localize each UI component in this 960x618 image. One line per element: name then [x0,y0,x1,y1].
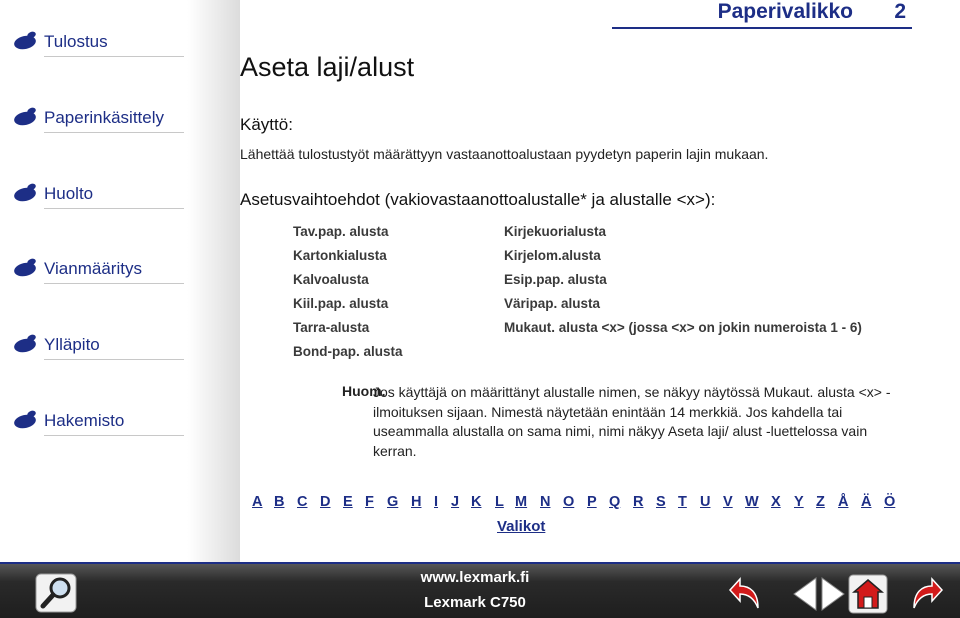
index-letter-link[interactable]: F [365,494,374,510]
sidebar-item-label: Ylläpito [44,335,100,354]
index-letter-link[interactable]: Ö [884,494,896,510]
forward-arrow-icon[interactable] [908,574,944,614]
bullet-icon [14,188,40,202]
sidebar-item-tulostus[interactable] [10,22,210,62]
sidebar [0,0,240,570]
index-letter-link[interactable]: W [745,494,759,510]
index-letter-link[interactable]: Y [794,494,804,510]
divider [44,283,184,284]
sidebar-item-yllapito[interactable] [10,325,210,365]
option-item: Mukaut. alusta <x> (jossa <x> on jokin numeroista 1 - 6) [504,320,862,335]
sidebar-item-label: Huolto [44,184,94,203]
index-letter-link[interactable]: O [563,494,575,510]
divider [44,435,184,436]
index-letter-link[interactable]: E [343,494,353,510]
option-item: Tav.pap. alusta [293,224,389,239]
option-item: Kartonkialusta [293,248,387,263]
sidebar-item-label: Paperinkäsittely [44,108,165,127]
option-item: Kiil.pap. alusta [293,296,389,311]
index-letter-link[interactable]: C [297,494,308,510]
header-divider [612,27,912,29]
index-letter-link[interactable]: N [540,494,551,510]
page-number: 2 [894,0,906,23]
sidebar-item-label: Tulostus [44,32,108,51]
sidebar-item-paperinkasittely[interactable] [10,98,210,138]
index-letter-link[interactable]: Q [609,494,621,510]
option-item: Väripap. alusta [504,296,601,311]
divider [44,208,184,209]
footer-site-text: www.lexmark.fi [420,569,530,586]
index-letter-link[interactable]: B [274,494,285,510]
index-letter-link[interactable]: V [723,494,733,510]
index-letter-link[interactable]: P [587,494,597,510]
settings-heading: Asetusvaihtoehdot (vakiovastaanottoalustalle* ja alustalle <x>): [240,190,716,209]
bullet-icon [14,339,40,353]
toolbar-top-border [0,562,960,564]
index-letter-link[interactable]: I [434,494,439,510]
note-text: Jos käyttäjä on määrittänyt alustalle nimen, se näkyy näytössä Mukaut. alusta <x> -ilmoituksen sijaan. Nimestä näytetään enintään 14 merkkiä. Jos kahdella tai useammalla alustalla on sama nimi, nimi näkyy Aseta laji/ alust -luettelossa vain kerran. [373,384,891,459]
index-letter-link[interactable]: K [471,494,482,510]
sidebar-item-huolto[interactable] [10,174,210,214]
home-icon[interactable] [846,572,890,616]
index-letter-link[interactable]: H [411,494,422,510]
menus-link[interactable]: Valikot [497,518,546,535]
footer-model-text: Lexmark C750 [424,594,526,611]
index-letter-link[interactable]: Å [838,494,849,510]
option-item: Esip.pap. alusta [504,272,607,287]
next-page-icon[interactable] [818,574,848,614]
page-title: Aseta laji/alust [240,52,415,82]
sidebar-item-hakemisto[interactable] [10,401,210,441]
index-letter-link[interactable]: M [515,494,528,510]
back-arrow-icon[interactable] [728,574,764,614]
bullet-icon [14,36,40,50]
index-letter-link[interactable]: Z [816,494,825,510]
index-letter-link[interactable]: T [678,494,687,510]
option-item: Kirjelom.alusta [504,248,601,263]
index-letter-link[interactable]: J [451,494,460,510]
index-letter-link[interactable]: A [252,494,263,510]
note-label: Huom. [342,383,386,399]
option-item: Kirjekuorialusta [504,224,607,239]
header-title: Paperivalikko [717,0,853,23]
index-letter-link[interactable]: S [656,494,666,510]
index-letter-link[interactable]: X [771,494,781,510]
previous-page-icon[interactable] [790,574,820,614]
sidebar-item-label: Hakemisto [44,411,125,430]
search-icon[interactable] [30,570,82,616]
bullet-icon [14,263,40,277]
sidebar-item-label: Vianmääritys [44,259,142,278]
usage-text: Lähettää tulostustyöt määrättyyn vastaanottoalustaan pyydetyn paperin lajin mukaan. [240,146,769,162]
option-item: Bond-pap. alusta [293,344,403,359]
sidebar-item-vianmaaritys[interactable] [10,249,210,289]
option-item: Kalvoalusta [293,272,369,287]
index-letter-link[interactable]: D [320,494,331,510]
bullet-icon [14,415,40,429]
option-item: Tarra-alusta [293,320,370,335]
divider [44,56,184,57]
index-letter-link[interactable]: Ä [861,494,872,510]
divider [44,359,184,360]
index-letter-link[interactable]: R [633,494,644,510]
divider [44,132,184,133]
index-letter-link[interactable]: L [495,494,504,510]
usage-heading: Käyttö: [240,115,293,134]
index-letter-link[interactable]: G [387,494,399,510]
bullet-icon [14,112,40,126]
index-letter-link[interactable]: U [700,494,711,510]
